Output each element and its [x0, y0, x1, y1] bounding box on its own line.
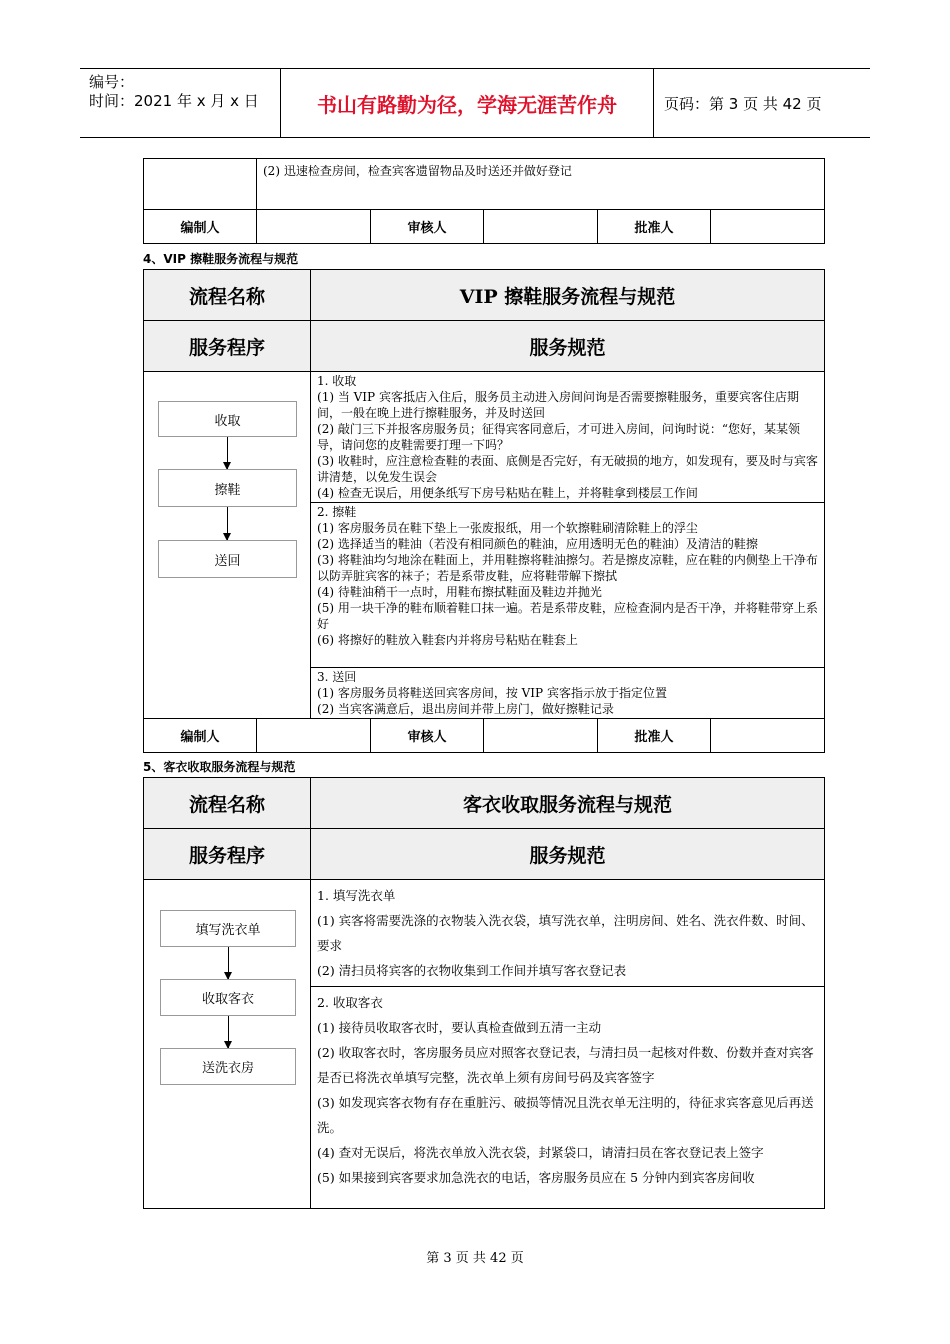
flow-step-return: 送回: [158, 540, 297, 578]
process-name-label: 流程名称: [144, 778, 311, 829]
continued-text: (2) 迅速检查房间，检查宾客遗留物品及时送还并做好登记: [257, 159, 825, 210]
flow-step-collect-clothes: 收取客衣: [160, 979, 296, 1016]
section5-table: [143, 777, 825, 1209]
top-table: [143, 158, 825, 244]
author-value: [257, 719, 371, 753]
procedure-label: 服务程序: [144, 321, 311, 372]
spec-label: 服务规范: [311, 321, 825, 372]
flow-cell: [144, 372, 311, 719]
spec-block-1: 1. 填写洗衣单 (1) 宾客将需要洗涤的衣物装入洗衣袋，填写洗衣单，注明房间、姓名、洗衣件数、时间、要求 (2) 清扫员将宾客的衣物收集到工作间并填写客衣登记表: [311, 880, 825, 987]
flow-arrow: [227, 507, 228, 540]
author-label: 编制人: [144, 210, 257, 244]
header-page-label: 页码：第 3 页 共 42 页: [664, 94, 822, 113]
process-name: VIP 擦鞋服务流程与规范: [311, 270, 825, 321]
spec-block-2: 2. 擦鞋 (1) 客房服务员在鞋下垫上一张废报纸，用一个软擦鞋刷清除鞋上的浮尘 (2) 选择适当的鞋油（若没有相同颜色的鞋油，应用透明无色的鞋油）及清洁的鞋擦 (3) 将鞋油均匀地涂在鞋面上，并用鞋擦将鞋油擦匀。若是擦皮凉鞋，应在鞋的内侧垫上干净布以防弄脏宾客的袜子；若是系带皮鞋，应将鞋带解下擦拭 (4) 待鞋油稍干一点时，用鞋布擦拭鞋面及鞋边并抛光 (5) 用一块干净的鞋布顺着鞋口抹一遍。若是系带皮鞋，应检查洞内是否干净，并将鞋带穿上系好 (6) 将擦好的鞋放入鞋套内并将房号粘贴在鞋套上: [311, 503, 825, 668]
spec-block-3: 3. 送回 (1) 客房服务员将鞋送回宾客房间，按 VIP 宾客指示放于指定位置 (2) 当宾客满意后，退出房间并带上房门，做好擦鞋记录: [311, 668, 825, 719]
flow-step-fill-form: 填写洗衣单: [160, 910, 296, 947]
page-header: [80, 68, 870, 138]
reviewer-label: 审核人: [371, 210, 484, 244]
spec-block-1: 1. 收取 (1) 当 VIP 宾客抵店入住后，服务员主动进入房间问询是否需要擦鞋服务，重要宾客住店期间，一般在晚上进行擦鞋服务，并及时送回 (2) 敲门三下并报客房服务员；征得宾客同意后，才可进入房间，问询时说：“您好，某某领导，请问您的皮鞋需要打理一下吗？ (3) 收鞋时，应注意检查鞋的表面、底侧是否完好，有无破损的地方，如发现有，要及时与宾客讲清楚，以免发生误会 (4) 检查无误后，用便条纸写下房号粘贴在鞋上，并将鞋拿到楼层工作间: [311, 372, 825, 503]
flowchart: [144, 880, 310, 1202]
reviewer-value: [484, 210, 598, 244]
approver-value: [711, 210, 825, 244]
spec-label: 服务规范: [311, 829, 825, 880]
process-name-label: 流程名称: [144, 270, 311, 321]
flow-arrow: [228, 947, 229, 979]
spec-block-2: 2. 收取客衣 (1) 接待员收取客衣时，要认真检查做到五清一主动 (2) 收取客衣时，客房服务员应对照客衣登记表，与清扫员一起核对件数、份数并查对宾客是否已将洗衣单填写完整，洗衣单上须有房间号码及宾客签字 (3) 如发现宾客衣物有存在重脏污、破损等情况且洗衣单无注明的，待征求宾客意见后再送洗。 (4) 查对无误后，将洗衣单放入洗衣袋，封紧袋口，请清扫员在客衣登记表上签字 (5) 如果接到宾客要求加急洗衣的电话，客房服务员应在 5 分钟内到宾客房间收: [311, 987, 825, 1209]
flow-step-collect: 收取: [158, 401, 297, 437]
approver-label: 批准人: [598, 719, 711, 753]
approver-value: [711, 719, 825, 753]
page-footer: 第 3 页 共 42 页: [426, 1251, 524, 1266]
flow-cell: [144, 880, 311, 1209]
flow-step-send-laundry: 送洗衣房: [160, 1048, 296, 1085]
process-name: 客衣收取服务流程与规范: [311, 778, 825, 829]
header-motto: 书山有路勤为径，学海无涯苦作舟: [281, 69, 654, 137]
flow-arrow: [228, 1016, 229, 1048]
number-label: 编号：: [89, 73, 135, 91]
procedure-label: 服务程序: [144, 829, 311, 880]
section4-table: [143, 269, 825, 753]
author-label: 编制人: [144, 719, 257, 753]
flow-step-polish: 擦鞋: [158, 469, 297, 507]
header-meta: [80, 69, 281, 137]
section4-title: 4、VIP 擦鞋服务流程与规范: [143, 252, 299, 266]
approver-label: 批准人: [598, 210, 711, 244]
author-value: [257, 210, 371, 244]
section5-title: 5、客衣收取服务流程与规范: [143, 760, 296, 774]
flow-arrow: [227, 437, 228, 469]
reviewer-label: 审核人: [371, 719, 484, 753]
date-label: 时间：2021 年 x 月 x 日: [89, 92, 259, 110]
reviewer-value: [484, 719, 598, 753]
flowchart: [144, 372, 310, 716]
